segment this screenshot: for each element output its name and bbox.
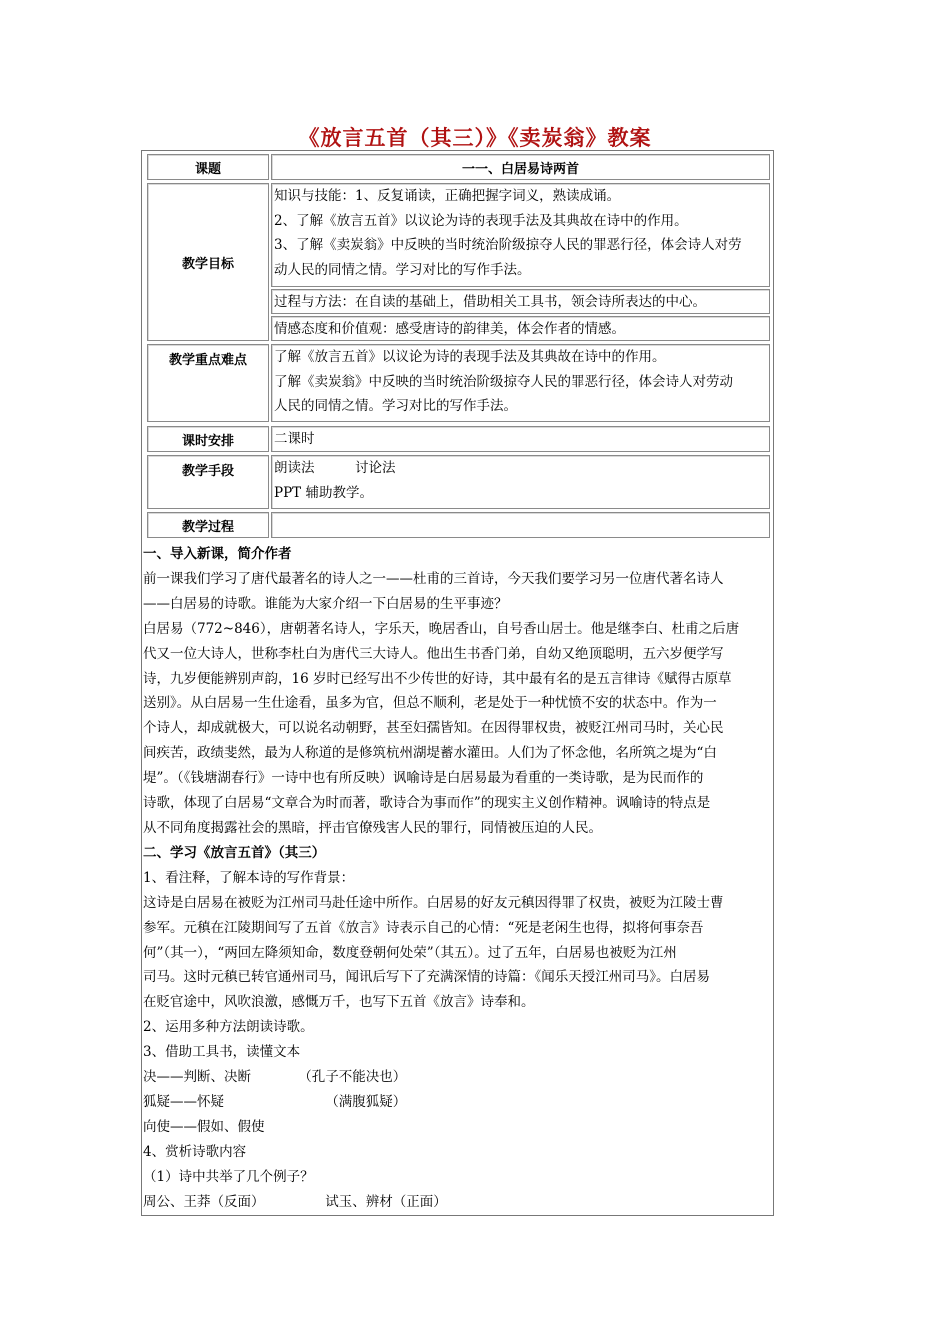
process-cell	[271, 512, 770, 538]
body-line: 堤”。（《钱塘湖春行》一诗中也有所反映）讽喻诗是白居易最为看重的一类诗歌，是为民而作的	[143, 770, 704, 787]
body-line: 白居易（772~846），唐朝著名诗人，字乐天，晚居香山，自号香山居士。他是继李白、杜甫之后唐	[143, 620, 740, 637]
hours-label: 课时安排	[147, 426, 269, 452]
key-line: 人民的同情之情。学习对比的写作手法。	[274, 398, 517, 414]
hours-cell	[271, 426, 770, 452]
body-line: 个诗人，却成就极大，可以说名动朝野，甚至妇孺皆知。在因得罪权贵，被贬江州司马时，关心民	[143, 720, 724, 737]
body-line: 周公、王莽（反面） 试玉、辨材（正面）	[143, 1193, 447, 1210]
hours-value: 二课时	[274, 431, 315, 447]
goal-knowledge-line: 3、了解《卖炭翁》中反映的当时统治阶级掠夺人民的罪恶行径，体会诗人对劳	[274, 237, 742, 253]
body-line: 向使——假如、假使	[143, 1118, 265, 1135]
body-line: 诗，九岁便能辨别声韵，16 岁时已经写出不少传世的好诗，其中最有名的是五言律诗《赋得古原草	[143, 670, 732, 687]
means-label: 教学手段	[147, 455, 269, 509]
body-line: 代又一位大诗人，世称李杜白为唐代三大诗人。他出生书香门弟，自幼又绝顶聪明，五六岁便学写	[143, 645, 724, 662]
body-line: 决——判断、决断 （孔子不能决也）	[143, 1069, 407, 1086]
goal-knowledge-line: 2、了解《放言五首》以议论为诗的表现手法及其典故在诗中的作用。	[274, 212, 688, 229]
goal-knowledge-cell	[271, 183, 770, 287]
goal-emotion: 情感态度和价值观：感受唐诗的韵律美，体会作者的情感。	[274, 321, 625, 337]
lesson-body	[143, 542, 773, 1214]
body-line: 2、运用多种方法朗读诗歌。	[143, 1019, 314, 1036]
body-line: 3、借助工具书，读懂文本	[143, 1044, 301, 1061]
process-label: 教学过程	[147, 512, 269, 538]
body-line: 从不同角度揭露社会的黑暗，抨击官僚残害人民的罪行，同情被压迫的人民。	[143, 819, 602, 836]
body-line: （1）诗中共举了几个例子？	[143, 1168, 314, 1185]
means-line: PPT 辅助教学。	[274, 484, 373, 501]
goal-knowledge-line: 知识与技能：1、反复诵读，正确把握字词义，熟读成诵。	[274, 188, 621, 204]
body-line: 何”（其一），“两回左降须知命，数度登朝何处荣”（其五）。过了五年，白居易也被贬为江州	[143, 944, 677, 961]
topic-value: 一一、白居易诗两首	[271, 154, 770, 180]
key-cell	[271, 344, 770, 422]
body-line: 在贬官途中，风吹浪激，感慨万千，也写下五首《放言》诗奉和。	[143, 994, 535, 1011]
key-line: 了解《卖炭翁》中反映的当时统治阶级掠夺人民的罪恶行径，体会诗人对劳动	[274, 373, 733, 390]
goal-process-cell	[271, 289, 770, 314]
body-line: 间疾苦，政绩斐然，最为人称道的是修筑杭州湖堤蓄水灌田。人们为了怀念他，名所筑之堤为“白	[143, 745, 717, 762]
key-line: 了解《放言五首》以议论为诗的表现手法及其典故在诗中的作用。	[274, 349, 666, 365]
body-line: 1、看注释，了解本诗的写作背景：	[143, 869, 355, 886]
goal-knowledge-line: 动人民的同情之情。学习对比的写作手法。	[274, 261, 531, 278]
topic-label: 课题	[147, 154, 269, 180]
goal-emotion-cell	[271, 316, 770, 341]
body-line: 前一课我们学习了唐代最著名的诗人之一——杜甫的三首诗，今天我们要学习另一位唐代著名诗人	[143, 570, 724, 587]
means-line: 朗读法 讨论法	[274, 460, 396, 476]
section-heading: 二、学习《放言五首》（其三）	[143, 844, 326, 861]
body-line: 司马。这时元稹已转官通州司马，闻讯后写下了充满深情的诗篇：《闻乐天授江州司马》。白居易	[143, 969, 710, 986]
goal-label: 教学目标	[147, 183, 269, 341]
body-line: 参军。元稹在江陵期间写了五首《放言》诗表示自己的心情：“死是老闲生也得，拟将何事奈吾	[143, 919, 704, 936]
body-line: 狐疑——怀疑 （满腹狐疑）	[143, 1093, 407, 1110]
means-cell	[271, 455, 770, 509]
body-line: 送别》。从白居易一生仕途看，虽多为官，但总不顺利，老是处于一种忧愤不安的状态中。作为一	[143, 695, 717, 712]
key-label: 教学重点难点	[147, 344, 269, 422]
body-line: 4、赏析诗歌内容	[143, 1143, 247, 1160]
body-line: 这诗是白居易在被贬为江州司马赴任途中所作。白居易的好友元稹因得罪了权贵，被贬为江陵士曹	[143, 894, 724, 911]
body-line: ——白居易的诗歌。谁能为大家介绍一下白居易的生平事迹？	[143, 595, 508, 612]
goal-process: 过程与方法：在自读的基础上，借助相关工具书，领会诗所表达的中心。	[274, 294, 706, 310]
section-heading: 一、导入新课，简介作者	[143, 546, 292, 562]
body-line: 诗歌，体现了白居易“文章合为时而著，歌诗合为事而作”的现实主义创作精神。讽喻诗的特点是	[143, 795, 711, 812]
page-title: 《放言五首（其三）》《卖炭翁》教案	[298, 126, 652, 150]
